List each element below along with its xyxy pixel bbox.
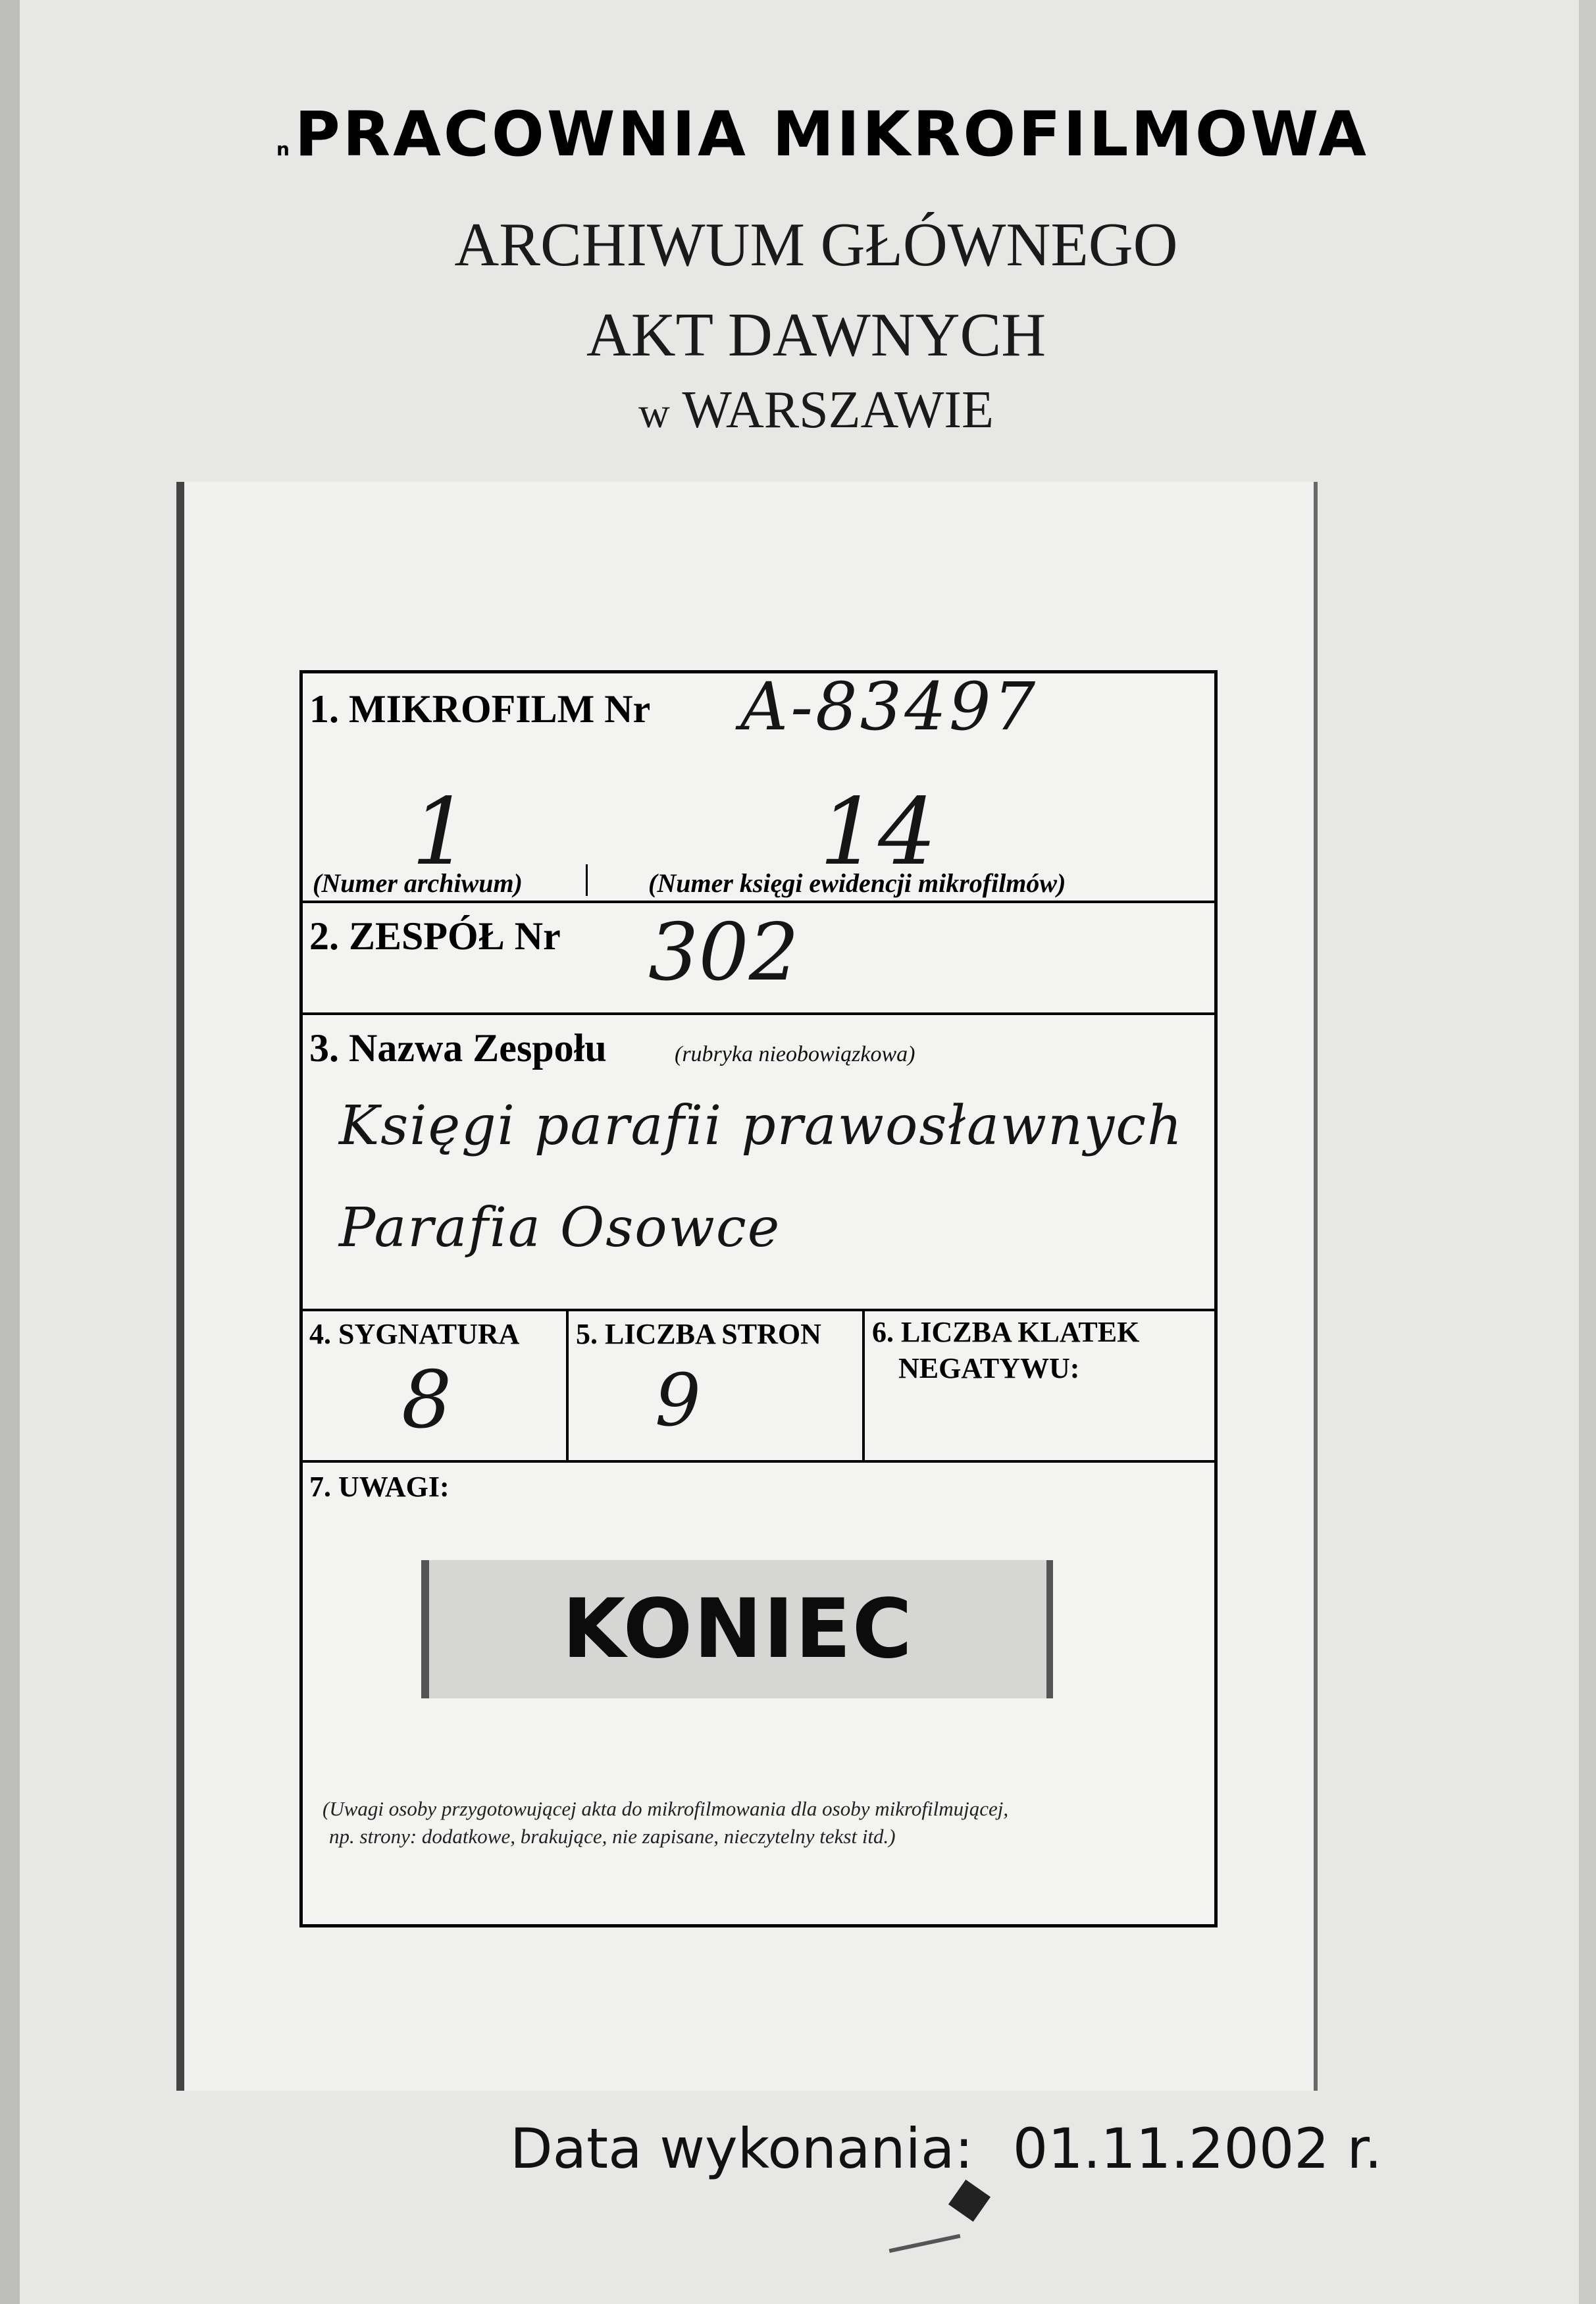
field-6-label-line-2: NEGATYWU: (898, 1352, 1080, 1384)
field-5-label: 5. LICZBA STRON (576, 1318, 821, 1350)
header-line-2: AKT DAWNYCH (586, 301, 1046, 369)
field-3-value-line-1: Księgi parafii prawosławnych (339, 1095, 1183, 1157)
ledger-caption: (Numer księgi ewidencji mikrofilmów) (648, 868, 1066, 898)
header-line-3-city: WARSZAWIE (682, 381, 994, 439)
field-1-label: 1. MIKROFILM Nr (309, 687, 651, 731)
rule-1 (303, 901, 1214, 903)
rule-2 (303, 1012, 1214, 1015)
koniec-stamp (421, 1560, 1053, 1698)
col-divider-2 (862, 1309, 865, 1460)
header-prefix: n (276, 138, 292, 160)
smudge-mark (889, 2234, 961, 2253)
header-line-1: ARCHIWUM GŁÓWNEGO (454, 211, 1178, 279)
film-edge-right (1579, 0, 1596, 2304)
field-3-label: 3. Nazwa Zespołu (309, 1026, 607, 1070)
date-label: Data wykonania: (510, 2116, 973, 2181)
header-line-3 (197, 380, 1435, 440)
caption-separator (586, 864, 588, 896)
rule-4 (303, 1460, 1214, 1463)
header-title-row (197, 99, 1448, 170)
archive-number: 1 (411, 779, 471, 886)
header-line-3-w: w (638, 389, 670, 437)
field-2-label: 2. ZESPÓŁ Nr (309, 914, 561, 958)
koniec-stamp-text: KONIEC (562, 1582, 914, 1677)
field-7-label: 7. UWAGI: (309, 1471, 450, 1503)
archive-caption: (Numer archiwum) (313, 868, 523, 898)
field-4-label: 4. SYGNATURA (309, 1318, 520, 1350)
field-6-label-line-1: 6. LICZBA KLATEK (872, 1316, 1140, 1348)
field-3-hint: (rubryka nieobowiązkowa) (675, 1042, 915, 1066)
film-edge-left (0, 0, 20, 2304)
field-3-value-line-2: Parafia Osowce (339, 1197, 781, 1259)
rule-3 (303, 1309, 1214, 1311)
ledger-number: 14 (819, 779, 937, 886)
header-title: PRACOWNIA MIKROFILMOWA (294, 99, 1370, 170)
field-2-value: 302 (648, 907, 800, 999)
field-4-value: 8 (401, 1355, 452, 1446)
col-divider-1 (566, 1309, 569, 1460)
remarks-note-line-2: np. strony: dodatkowe, brakujące, nie zapisane, nieczytelny tekst itd.) (329, 1825, 896, 1848)
field-1-value: A-83497 (740, 668, 1039, 745)
microfilm-form (299, 670, 1218, 1927)
date-value: 01.11.2002 r. (1012, 2116, 1382, 2181)
remarks-note-line-1: (Uwagi osoby przygotowującej akta do mikrofilmowania dla osoby mikrofilmującej, (322, 1797, 1009, 1820)
completion-date (510, 2116, 1382, 2181)
field-5-value: 9 (655, 1358, 701, 1442)
ink-mark (948, 2180, 991, 2222)
